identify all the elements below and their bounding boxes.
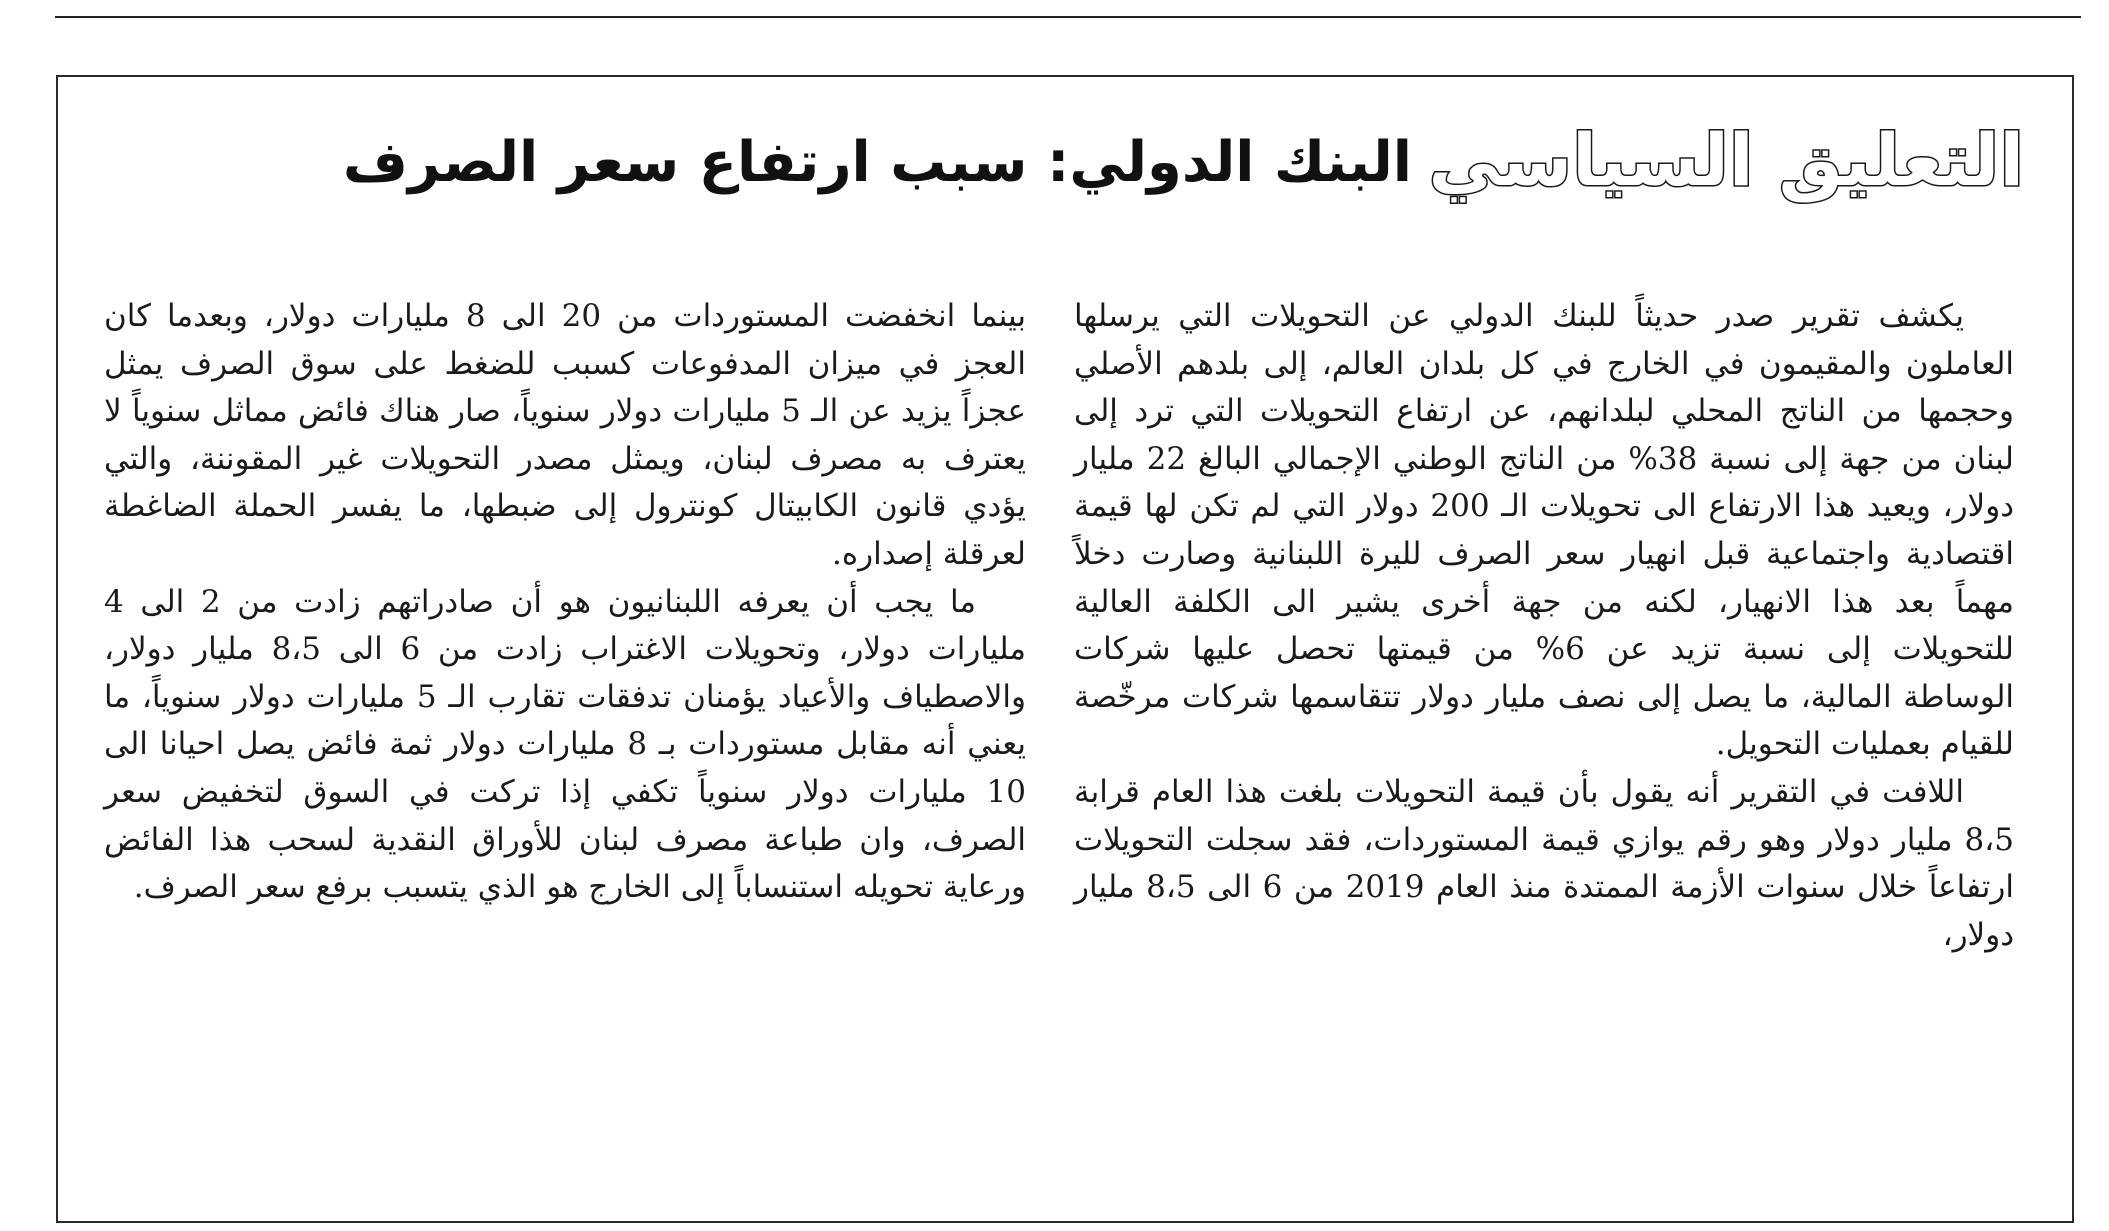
- section-kicker: التعليق السياسي: [1428, 118, 2024, 202]
- article-headline: البنك الدولي: سبب ارتفاع سعر الصرف: [342, 130, 1412, 195]
- article-paragraph: يكشف تقرير صدر حديثاً للبنك الدولي عن التحويلات التي يرسلها العاملون والمقيمون في الخارج في كل بلدان العالم، إلى بلدهم الأصلي وحجمها من الناتج المحلي لبلدانهم، عن ارتفاع التحويلات التي ترد إلى لبنان من جهة إلى نسبة 38% من الناتج الوطني الإجمالي البالغ 22 مليار دولار، ويعيد هذا الارتفاع الى تحويلات الـ 200 دولار التي لم تكن لها قيمة اقتصادية واجتماعية قبل انهيار سعر الصرف لليرة اللبنانية وصارت دخلاً مهماً بعد هذا الانهيار، لكنه من جهة أخرى يشير الى الكلفة العالية للتحويلات إلى نسبة تزيد عن 6% من قيمتها تحصل عليها شركات الوساطة المالية، ما يصل إلى نصف مليار دولار تتقاسمها شركات مرخّصة للقيام بعمليات التحويل.: [1074, 298, 2014, 763]
- article-column-right: [1074, 293, 2014, 959]
- article-paragraph: ما يجب أن يعرفه اللبنانيون هو أن صادراتهم زادت من 2 الى 4 مليارات دولار، وتحويلات الاغتراب زادت من 6 الى 8،5 مليار دولار، والاصطياف والأعياد يؤمنان تدفقات تقارب الـ 5 مليارات دولار سنوياً، ما يعني أنه مقابل مستوردات بـ 8 مليارات دولار ثمة فائض يصل احيانا الى 10 مليارات دولار سنوياً تكفي إذا تركت في السوق لتخفيض سعر الصرف، وان طباعة مصرف لبنان للأوراق النقدية لسحب هذا الفائض ورعاية تحويله استنساباً إلى الخارج هو الذي يتسبب برفع سعر الصرف.: [104, 583, 1026, 906]
- article-paragraph: بينما انخفضت المستوردات من 20 الى 8 مليارات دولار، وبعدما كان العجز في ميزان المدفوعات كسبب للضغط على سوق الصرف يمثل عجزاً يزيد عن الـ 5 مليارات دولار سنوياً، صار هناك فائض مماثل سنوياً لا يعترف به مصرف لبنان، ويمثل مصدر التحويلات غير المقوننة، والتي يؤدي قانون الكابيتال كونترول إلى ضبطها، ما يفسر الحملة الضاغطة لعرقلة إصداره.: [104, 298, 1027, 572]
- article-paragraph: اللافت في التقرير أنه يقول بأن قيمة التحويلات بلغت هذا العام قرابة 8،5 مليار دولار وهو رقم يوازي قيمة المستوردات، فقد سجلت التحويلات ارتفاعاً خلال سنوات الأزمة الممتدة منذ العام 2019 من 6 الى 8،5 مليار دولار،: [1074, 773, 2014, 953]
- article-box: [56, 75, 2074, 1223]
- article-column-left: [104, 293, 1026, 912]
- top-rule: [55, 16, 2081, 18]
